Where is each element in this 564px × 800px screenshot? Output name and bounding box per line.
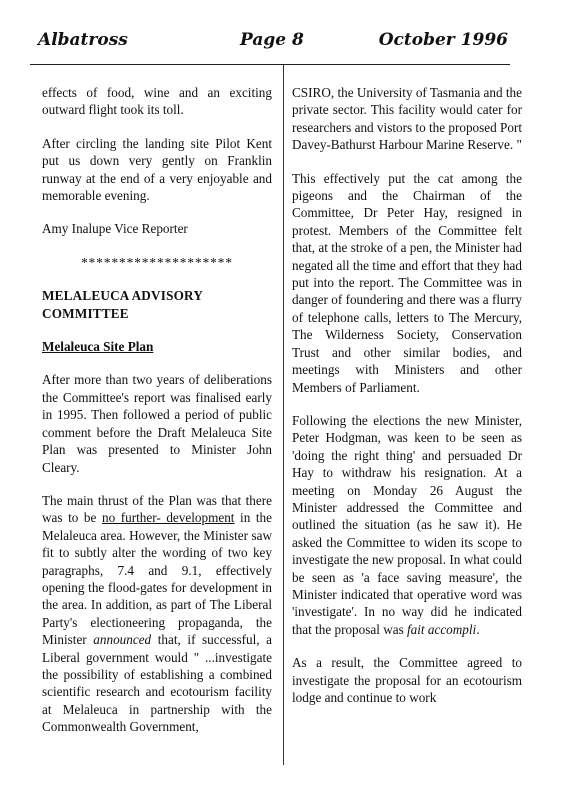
column-divider: [283, 65, 284, 765]
text-run: in the Melaleuca area. However, the Minister saw fit to subtly alter the wording of two key paragraphs, 7.4 and 9.1, effectively opening the flood-gates for development in the area. In addition, as part of The Liberal Party's electioneering propaganda, the Minister: [42, 510, 272, 648]
paragraph: [292, 412, 522, 638]
left-column: [42, 84, 272, 752]
article-subheading: Melaleuca Site Plan: [42, 339, 154, 355]
text-run: .: [476, 621, 480, 637]
paragraph: [42, 492, 272, 736]
paragraph: CSIRO, the University of Tasmania and the private sector. This facility would cater for researchers and vistors to the proposed Port Davey-Bathurst Harbour Marine Reserve. ": [292, 85, 522, 153]
paragraph: After more than two years of deliberations the Committee's report was finalised early in 1995. Then followed a period of public comment before the Draft Melaleuca Site Plan was presented to Minister John Cleary.: [42, 372, 272, 475]
right-column: [292, 84, 522, 722]
paragraph: effects of food, wine and an exciting outward flight took its toll.: [42, 85, 272, 118]
paragraph: After circling the landing site Pilot Kent put us down very gently on Franklin runway at the end of a very enjoyable and memorable evening.: [42, 135, 272, 204]
italic-text: announced: [93, 632, 152, 648]
section-heading: MELALEUCA ADVISORY COMMITTEE: [42, 288, 203, 321]
page-number: Page 8: [240, 30, 304, 50]
section-separator: ********************: [81, 254, 233, 270]
text-run: Following the elections the new Minister, Peter Hodgman, was keen to be seen as 'doing the right thing' and persuaded Dr Hay to withdraw his resignation. At a meeting on Monday 26 August the Minister addressed the Committee and outlined the situation (as he saw it). He asked the Committee to widen its scope to investigate the new proposal. In what could be seen as 'a face saving measure', the Minister indicated that operative word was 'investigate'. In no way did he indicated that the proposal was: [292, 412, 522, 637]
paragraph: As a result, the Committee agreed to investigate the proposal for an ecotourism lodge and continue to work: [292, 655, 522, 705]
byline: Amy Inalupe Vice Reporter: [42, 221, 188, 237]
paragraph: This effectively put the cat among the pigeons and the Chairman of the Committee, Dr Peter Hay, resigned in protest. Members of the Committee felt that, at the stroke of a pen, the Minister had negated all the time and effort that they had put into the report. The Committee was in danger of foundering and there was a flurry of telephone calls, letters to The Mercury, The Wilderness Society, Conservation Trust and other similar bodies, and meetings with Ministers and other Members of Parliament.: [292, 170, 522, 395]
publication-title: Albatross: [38, 30, 128, 50]
underlined-text: no further- development: [101, 510, 235, 526]
italic-text: fait accompli: [407, 621, 477, 637]
text-run: that, if successful, a Liberal government would " ...investigate the possibility of establishing a combined scientific research and ecotourism facility at Melaleuca in partnership with the Commonwealth Government,: [42, 632, 272, 735]
header-rule: [30, 64, 510, 65]
page-header: [38, 30, 508, 56]
text-run: The main thrust of the Plan was that there was to be: [42, 492, 272, 526]
issue-date: October 1996: [378, 30, 508, 50]
